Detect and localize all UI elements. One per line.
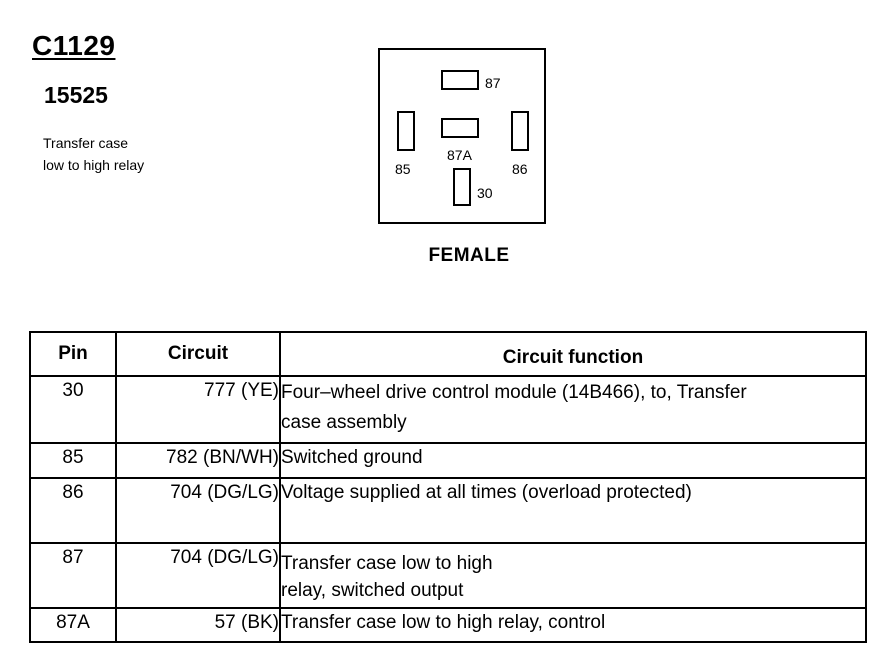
function-cell <box>280 478 866 543</box>
part-number: 15525 <box>44 82 108 108</box>
circuit-cell: 777 (YE) <box>116 376 280 443</box>
function-line: Voltage supplied at all times (overload protected) <box>281 482 692 503</box>
terminal-86-label: 86 <box>512 161 528 177</box>
pin-cell: 85 <box>30 443 116 478</box>
connector-description <box>43 132 144 176</box>
function-cell <box>280 376 866 443</box>
terminal-87-slot <box>441 70 479 90</box>
table-row <box>30 376 866 443</box>
pin-cell: 30 <box>30 376 116 443</box>
function-line: Transfer case low to high relay, control <box>281 612 606 633</box>
terminal-85-label: 85 <box>395 161 411 177</box>
function-cell <box>280 608 866 642</box>
table-row <box>30 478 866 543</box>
function-line: Transfer case low to high <box>281 553 493 574</box>
terminal-86-slot <box>511 111 529 151</box>
function-line: case assembly <box>281 412 407 433</box>
pin-cell: 87A <box>30 608 116 642</box>
terminal-87a-slot <box>441 118 479 138</box>
terminal-87-label: 87 <box>485 75 501 91</box>
connector-face-diagram <box>378 48 546 224</box>
function-cell <box>280 443 866 478</box>
pinout-table <box>29 331 867 643</box>
description-line: Transfer case <box>43 135 129 151</box>
function-line: relay, switched output <box>281 580 464 601</box>
function-line: Switched ground <box>281 447 423 468</box>
function-cell <box>280 543 866 608</box>
circuit-cell: 704 (DG/LG) <box>116 543 280 608</box>
function-line: Four–wheel drive control module (14B466), to, Transfer <box>281 382 747 403</box>
column-header-pin: Pin <box>30 332 116 376</box>
table-row <box>30 543 866 608</box>
view-label: FEMALE <box>428 245 510 266</box>
column-header-function: Circuit function <box>280 332 866 376</box>
pin-cell: 86 <box>30 478 116 543</box>
circuit-cell: 57 (BK) <box>116 608 280 642</box>
table-row <box>30 443 866 478</box>
description-line: low to high relay <box>43 157 145 173</box>
connector-id: C1129 <box>32 30 116 61</box>
pin-cell: 87 <box>30 543 116 608</box>
column-header-circuit: Circuit <box>116 332 280 376</box>
table-header-row <box>30 332 866 376</box>
circuit-cell: 782 (BN/WH) <box>116 443 280 478</box>
terminal-85-slot <box>397 111 415 151</box>
table-row <box>30 608 866 642</box>
circuit-cell: 704 (DG/LG) <box>116 478 280 543</box>
terminal-30-label: 30 <box>477 185 493 201</box>
terminal-30-slot <box>453 168 471 206</box>
terminal-87a-label: 87A <box>447 147 472 163</box>
